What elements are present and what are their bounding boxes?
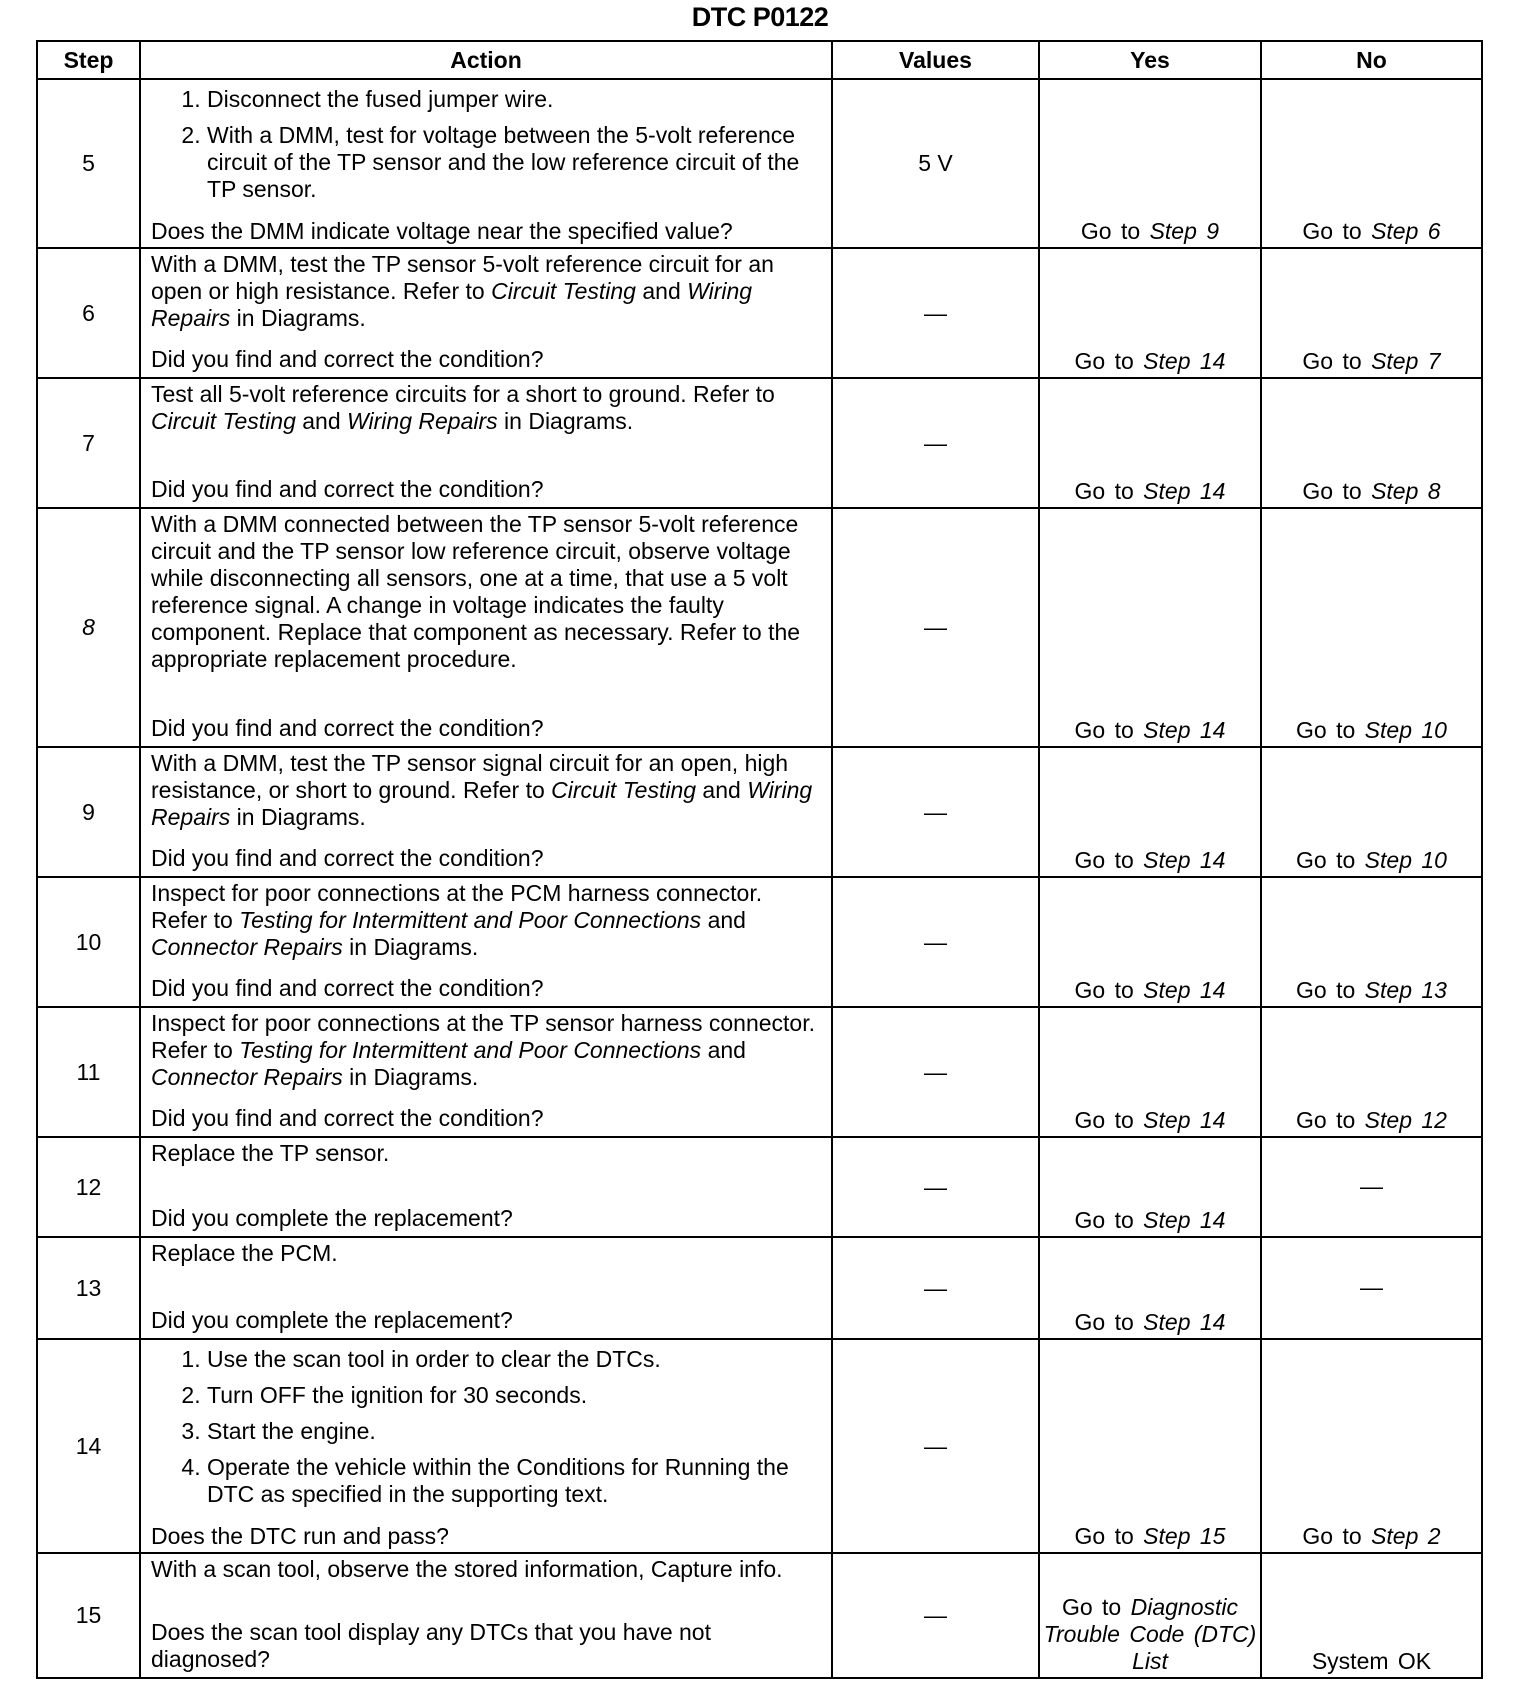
italic-text: Connector Repairs	[151, 1064, 343, 1090]
action-text	[151, 1556, 823, 1583]
action-question: Did you find and correct the condition?	[151, 476, 544, 502]
action-cell	[140, 1137, 832, 1237]
italic-text: Step	[1364, 1107, 1412, 1133]
italic-text: 10	[1412, 717, 1447, 743]
yes-cell	[1039, 79, 1261, 248]
yes-cell	[1039, 1237, 1261, 1339]
italic-text: Step	[1143, 1309, 1191, 1335]
action-step: 3. Start the engine.	[207, 1418, 823, 1445]
action-cell	[140, 1553, 832, 1678]
yes-cell	[1039, 747, 1261, 877]
italic-text: 7	[1418, 348, 1441, 374]
value-cell: 5 V	[832, 79, 1039, 248]
table-row	[37, 747, 1482, 877]
text: in Diagrams.	[497, 408, 634, 434]
italic-text: 13	[1412, 977, 1447, 1003]
table-row	[37, 79, 1482, 248]
text: Go to	[1074, 1207, 1144, 1233]
no-cell	[1261, 877, 1482, 1007]
italic-text: Testing for Intermittent and Poor Connections	[239, 1037, 702, 1063]
action-text	[151, 1140, 823, 1167]
no-cell	[1261, 1553, 1482, 1678]
action-content	[151, 1240, 823, 1334]
text: Go to	[1080, 218, 1150, 244]
action-text	[151, 750, 823, 831]
page-title: DTC P0122	[691, 2, 829, 32]
text: and	[295, 408, 348, 434]
italic-text: Wiring Repairs	[347, 408, 498, 434]
action-step: 1. Disconnect the fused jumper wire.	[207, 86, 823, 113]
action-question: Did you complete the replacement?	[151, 1205, 513, 1231]
step-number: 7	[37, 378, 140, 508]
italic-text: Step	[1364, 977, 1412, 1003]
italic-text: 14	[1190, 478, 1226, 504]
text: Go to	[1074, 1107, 1144, 1133]
italic-text: Step	[1364, 847, 1412, 873]
action-text	[151, 381, 823, 435]
table-row	[37, 1237, 1482, 1339]
step-number: 13	[37, 1237, 140, 1339]
yes-cell	[1039, 508, 1261, 747]
yes-cell	[1039, 378, 1261, 508]
action-content	[151, 381, 823, 503]
italic-text: 9	[1196, 218, 1220, 244]
no-cell	[1261, 1339, 1482, 1553]
no-cell	[1261, 1237, 1482, 1339]
yes-cell	[1039, 248, 1261, 378]
italic-text: Step	[1143, 847, 1191, 873]
italic-text: 14	[1190, 1107, 1226, 1133]
text: in Diagrams.	[230, 804, 366, 830]
text: and	[696, 777, 748, 803]
action-cell	[140, 1007, 832, 1137]
italic-text: Step	[1371, 478, 1419, 504]
text: With a DMM, test the TP sensor signal circuit for an open, high resistance, or short to ground. Refer to	[151, 750, 789, 803]
step-number: 6	[37, 248, 140, 378]
italic-text: 14	[1190, 1207, 1226, 1233]
action-question: Did you find and correct the condition?	[151, 975, 544, 1001]
step-number: 9	[37, 747, 140, 877]
action-cell	[140, 79, 832, 248]
text: Go to	[1302, 1523, 1372, 1549]
italic-text: Step	[1143, 1107, 1191, 1133]
value-cell: —	[832, 1237, 1039, 1339]
italic-text: Step	[1371, 218, 1419, 244]
text: Go to	[1296, 717, 1365, 743]
text: in Diagrams.	[342, 1064, 479, 1090]
text: and	[635, 278, 688, 304]
step-number: 11	[37, 1007, 140, 1137]
action-cell	[140, 747, 832, 877]
text: Go to	[1074, 847, 1144, 873]
action-content	[151, 251, 823, 373]
italic-text: Step	[1371, 348, 1419, 374]
action-content	[151, 1342, 823, 1550]
italic-text: 14	[1190, 847, 1226, 873]
yes-cell	[1039, 1339, 1261, 1553]
text: Go to	[1302, 478, 1372, 504]
italic-text: Connector Repairs	[151, 934, 343, 960]
no-cell	[1261, 378, 1482, 508]
action-cell	[140, 1339, 832, 1553]
step-number: 10	[37, 877, 140, 1007]
italic-text: Step	[1371, 1523, 1419, 1549]
header-values: Values	[832, 41, 1039, 79]
action-content	[151, 1556, 823, 1673]
value-cell: —	[832, 1339, 1039, 1553]
action-cell	[140, 248, 832, 378]
header-action: Action	[140, 41, 832, 79]
action-question: Does the scan tool display any DTCs that you have not diagnosed?	[151, 1619, 711, 1672]
italic-text: Wiring Repairs	[151, 278, 753, 331]
action-cell	[140, 508, 832, 747]
value-cell: —	[832, 248, 1039, 378]
action-text	[151, 511, 823, 673]
value-cell: —	[832, 877, 1039, 1007]
text: and	[701, 1037, 746, 1063]
step-number: 12	[37, 1137, 140, 1237]
action-cell	[140, 378, 832, 508]
action-text	[151, 1240, 823, 1267]
value-cell: —	[832, 508, 1039, 747]
header-yes: Yes	[1039, 41, 1261, 79]
diagnostic-table	[36, 40, 1483, 1679]
header-step: Step	[37, 41, 140, 79]
action-text	[151, 1010, 823, 1091]
text: Go to	[1074, 977, 1144, 1003]
action-text	[151, 251, 823, 332]
text: Go to	[1302, 348, 1372, 374]
italic-text: Step	[1143, 478, 1191, 504]
step-number: 8	[37, 508, 140, 747]
value-cell: —	[832, 1007, 1039, 1137]
no-cell	[1261, 79, 1482, 248]
no-cell	[1261, 747, 1482, 877]
value-cell: —	[832, 378, 1039, 508]
action-content	[151, 1140, 823, 1232]
text: Inspect for poor connections at the PCM harness connector. Refer to	[151, 880, 763, 933]
italic-text: Step	[1143, 1523, 1191, 1549]
value-cell: —	[832, 747, 1039, 877]
text: Replace the PCM.	[151, 1240, 338, 1266]
text: and	[701, 907, 746, 933]
step-number: 5	[37, 79, 140, 248]
text: With a DMM connected between the TP sensor 5-volt reference circuit and the TP sensor low reference circuit, observe voltage while disconnecting all sensors, one at a time, that use a 5 volt reference signal. A change in voltage indicates the faulty component. Replace that component as necessary. Refer to the appropriate replacement procedure.	[151, 511, 801, 672]
text: —	[1360, 1273, 1383, 1300]
action-step: 4. Operate the vehicle within the Conditions for Running the DTC as specified in the supporting text.	[207, 1454, 823, 1508]
italic-text: 15	[1190, 1523, 1226, 1549]
italic-text: 2	[1418, 1523, 1441, 1549]
text: Test all 5-volt reference circuits for a short to ground. Refer to	[151, 381, 775, 407]
action-question: Does the DMM indicate voltage near the specified value?	[151, 218, 733, 244]
italic-text: Step	[1143, 348, 1191, 374]
no-cell	[1261, 508, 1482, 747]
action-question: Did you find and correct the condition?	[151, 346, 544, 372]
italic-text: Circuit Testing	[491, 278, 636, 304]
italic-text: Step	[1364, 717, 1412, 743]
text: in Diagrams.	[342, 934, 479, 960]
text: Replace the TP sensor.	[151, 1140, 390, 1166]
italic-text: 14	[1190, 348, 1226, 374]
action-question: Does the DTC run and pass?	[151, 1523, 449, 1549]
no-cell	[1261, 1137, 1482, 1237]
table-row	[37, 1553, 1482, 1678]
italic-text: 14	[1190, 1309, 1226, 1335]
action-question: Did you find and correct the condition?	[151, 1105, 544, 1131]
italic-text: 14	[1190, 717, 1226, 743]
yes-cell	[1039, 1007, 1261, 1137]
italic-text: 10	[1412, 847, 1447, 873]
header-row	[37, 41, 1482, 79]
italic-text: Circuit Testing	[551, 777, 697, 803]
text: Go to	[1074, 348, 1144, 374]
no-cell	[1261, 1007, 1482, 1137]
italic-text: Testing for Intermittent and Poor Connections	[239, 907, 702, 933]
step-number: 14	[37, 1339, 140, 1553]
italic-text: Step	[1143, 977, 1191, 1003]
text: Go to	[1061, 1594, 1131, 1620]
italic-text: 6	[1418, 218, 1441, 244]
table-row	[37, 378, 1482, 508]
action-text	[151, 880, 823, 961]
italic-text: Diagnostic Trouble Code (DTC) List	[1043, 1594, 1257, 1674]
action-question: Did you find and correct the condition?	[151, 715, 544, 741]
value-cell: —	[832, 1553, 1039, 1678]
value-cell: —	[832, 1137, 1039, 1237]
action-question: Did you find and correct the condition?	[151, 845, 544, 871]
italic-text: Step	[1143, 717, 1191, 743]
action-content	[151, 750, 823, 872]
action-cell	[140, 1237, 832, 1339]
text: Go to	[1296, 1107, 1365, 1133]
action-step: 1. Use the scan tool in order to clear the DTCs.	[207, 1346, 823, 1373]
italic-text: Step	[1143, 1207, 1191, 1233]
text: Inspect for poor connections at the TP sensor harness connector. Refer to	[151, 1010, 815, 1063]
italic-text: 8	[1418, 478, 1441, 504]
text: Go to	[1302, 218, 1372, 244]
italic-text: 14	[1190, 977, 1226, 1003]
italic-text: 12	[1412, 1107, 1447, 1133]
action-cell	[140, 877, 832, 1007]
action-question: Did you complete the replacement?	[151, 1307, 513, 1333]
action-step: 2. With a DMM, test for voltage between the 5-volt reference circuit of the TP sensor and the low reference circuit of the TP sensor.	[207, 122, 823, 203]
italic-text: Wiring Repairs	[151, 777, 813, 830]
step-number: 15	[37, 1553, 140, 1678]
text: With a DMM, test the TP sensor 5-volt reference circuit for an open or high resistance. Refer to	[151, 251, 774, 304]
text: Go to	[1296, 847, 1365, 873]
table-row	[37, 248, 1482, 378]
table-row	[37, 508, 1482, 747]
action-content	[151, 511, 823, 742]
yes-cell	[1039, 1137, 1261, 1237]
yes-cell	[1039, 1553, 1261, 1678]
text: With a scan tool, observe the stored information, Capture info.	[151, 1556, 783, 1582]
action-step: 2. Turn OFF the ignition for 30 seconds.	[207, 1382, 823, 1409]
text: in Diagrams.	[230, 305, 366, 331]
table-row	[37, 877, 1482, 1007]
text: System OK	[1311, 1648, 1432, 1674]
italic-text: Step	[1149, 218, 1197, 244]
action-content	[151, 880, 823, 1002]
action-steps-list	[151, 86, 823, 212]
text: Go to	[1074, 478, 1144, 504]
header-no: No	[1261, 41, 1482, 79]
action-content	[151, 82, 823, 245]
yes-cell	[1039, 877, 1261, 1007]
italic-text: Circuit Testing	[151, 408, 296, 434]
text: —	[1360, 1172, 1383, 1199]
table-row	[37, 1339, 1482, 1553]
text: Go to	[1074, 1523, 1144, 1549]
table-row	[37, 1007, 1482, 1137]
text: Go to	[1296, 977, 1365, 1003]
text: Go to	[1074, 1309, 1144, 1335]
table-row	[37, 1137, 1482, 1237]
no-cell	[1261, 248, 1482, 378]
action-steps-list	[151, 1346, 823, 1517]
action-content	[151, 1010, 823, 1132]
text: Go to	[1074, 717, 1144, 743]
